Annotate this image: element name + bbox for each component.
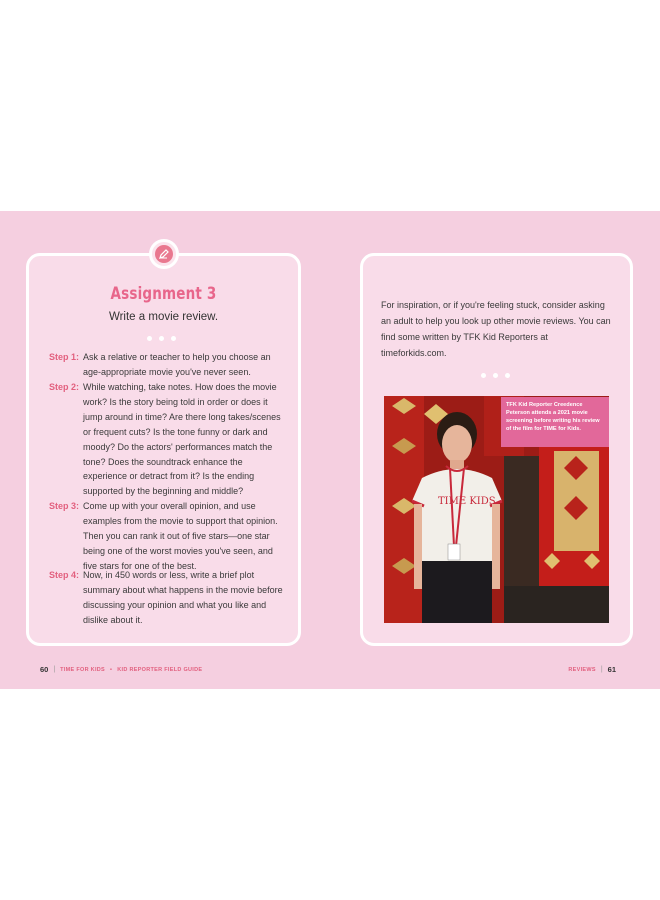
page-number: 61: [607, 665, 616, 674]
footer-separator: |: [53, 666, 56, 673]
step-label: Step 3:: [49, 501, 80, 511]
footer-section: REVIEWS: [568, 666, 596, 673]
page-number: 60: [40, 665, 49, 674]
footer-separator: |: [600, 666, 603, 673]
pencil-icon: [155, 245, 173, 263]
step-label: Step 4:: [49, 570, 80, 580]
dots-divider: [481, 373, 510, 378]
photo-caption: TFK Kid Reporter Creedence Peterson attends a 2021 movie screening before writing his review of the film for TIME for Kids.: [501, 397, 609, 447]
step-text: Ask a relative or teacher to help you choose an age-appropriate movie you've never seen.: [83, 352, 271, 377]
footer-guide: KID REPORTER FIELD GUIDE: [117, 666, 203, 673]
assignment-title: Assignment 3: [110, 284, 217, 303]
assignment-badge: [149, 239, 179, 269]
step-text: While watching, take notes. How does the movie work? Is the story being told in order or does it jump around in time? Are there long takes/scenes or frequent cuts? Is the tone funny or dark and moody? Do the actors' performances match the tone? Does the soundtrack enhance the experience or detract from it? Is the ending supported by the beginning and middle?: [83, 382, 281, 497]
shirt-logo: TIME KIDS: [438, 496, 496, 507]
left-footer: [40, 665, 202, 674]
step-text: Now, in 450 words or less, write a brief plot summary about what happens in the movie before discussing your opinion and what you like and dislike about it.: [83, 570, 283, 625]
step-label: Step 1:: [49, 352, 80, 362]
inspiration-text: For inspiration, or if you're feeling stuck, consider asking an adult to help you look up other movie reviews. You can find some written by TFK Kid Reporters at timeforkids.com.: [381, 300, 611, 358]
footer-bullet: •: [110, 666, 113, 673]
dots-divider: [147, 336, 176, 341]
footer-brand: TIME FOR KIDS: [60, 666, 106, 673]
right-footer: [568, 665, 616, 674]
step-text: Come up with your overall opinion, and use examples from the movie to support that opinion. Then you can rank it out of five stars—one star being one of the worst movies you've seen, and five stars for one of the best.: [83, 501, 278, 571]
step-label: Step 2:: [49, 382, 80, 392]
assignment-subtitle: Write a movie review.: [108, 311, 219, 323]
